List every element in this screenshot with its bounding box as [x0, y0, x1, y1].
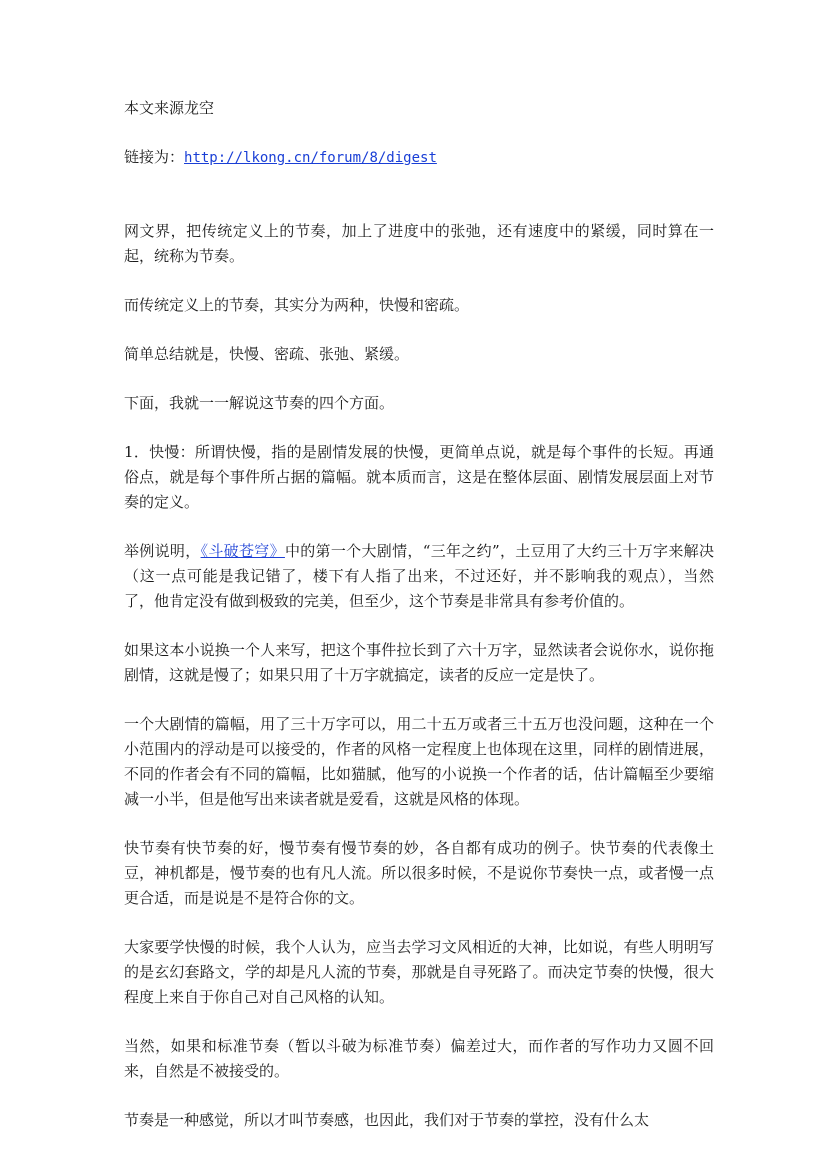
paragraph-1: 网文界，把传统定义上的节奏，加上了进度中的张弛，还有速度中的紧缓，同时算在一起，统称为节奏。 — [124, 222, 714, 265]
paragraph-6-after: 中的第一个大剧情，“三年之约”，土豆用了大约三十万字来解决（这一点可能是我记错了，楼下有人指了出来，不过还好，并不影响我的观点），当然了，他肯定没有做到极致的完美，但至少，这个节奏是非常具有参考价值的。 — [124, 542, 714, 610]
paragraph-7: 如果这本小说换一个人来写，把这个事件拉长到了六十万字，显然读者会说你水，说你拖剧情，这就是慢了；如果只用了十万字就搞定，读者的反应一定是快了。 — [124, 641, 714, 684]
paragraph-6-before: 举例说明， — [124, 542, 201, 560]
source-line: 本文来源龙空 — [124, 99, 215, 117]
document-body — [124, 96, 714, 1157]
paragraph-8: 一个大剧情的篇幅，用了三十万字可以，用二十五万或者三十五万也没问题，这种在一个小范围内的浮动是可以接受的，作者的风格一定程度上也体现在这里，同样的剧情进展，不同的作者会有不同的篇幅，比如猫腻，他写的小说换一个作者的话，估计篇幅至少要缩减一小半，但是他写出来读者就是爱看，这就是风格的体现。 — [124, 715, 714, 808]
paragraph-2: 而传统定义上的节奏，其实分为两种，快慢和密疏。 — [124, 296, 470, 314]
source-link-line — [124, 145, 714, 171]
paragraph-4: 下面，我就一一解说这节奏的四个方面。 — [124, 394, 395, 412]
source-url-link[interactable]: http://lkong.cn/forum/8/digest — [184, 150, 437, 166]
book-title-link[interactable]: 《斗破苍穹》 — [200, 542, 285, 560]
link-prefix: 链接为： — [124, 148, 185, 166]
paragraph-10: 大家要学快慢的时候，我个人认为，应当去学习文风相近的大神，比如说，有些人明明写的是玄幻套路文，学的却是凡人流的节奏，那就是自寻死路了。而决定节奏的快慢，很大程度上来自于你自己对自己风格的认知。 — [124, 938, 714, 1006]
paragraph-12: 节奏是一种感觉，所以才叫节奏感，也因此，我们对于节奏的掌控，没有什么太 — [124, 1111, 650, 1129]
paragraph-11: 当然，如果和标准节奏（暂以斗破为标准节奏）偏差过大，而作者的写作功力又圆不回来，自然是不被接受的。 — [124, 1037, 714, 1080]
paragraph-6 — [124, 539, 714, 614]
paragraph-5: 1．快慢：所谓快慢，指的是剧情发展的快慢，更简单点说，就是每个事件的长短。再通俗点，就是每个事件所占据的篇幅。就本质而言，这是在整体层面、剧情发展层面上对节奏的定义。 — [124, 443, 714, 511]
paragraph-9: 快节奏有快节奏的好，慢节奏有慢节奏的妙，各自都有成功的例子。快节奏的代表像土豆，神机都是，慢节奏的也有凡人流。所以很多时候，不是说你节奏快一点，或者慢一点更合适，而是说是不是符合你的文。 — [124, 839, 714, 907]
paragraph-3: 简单总结就是，快慢、密疏、张弛、紧缓。 — [124, 345, 410, 363]
